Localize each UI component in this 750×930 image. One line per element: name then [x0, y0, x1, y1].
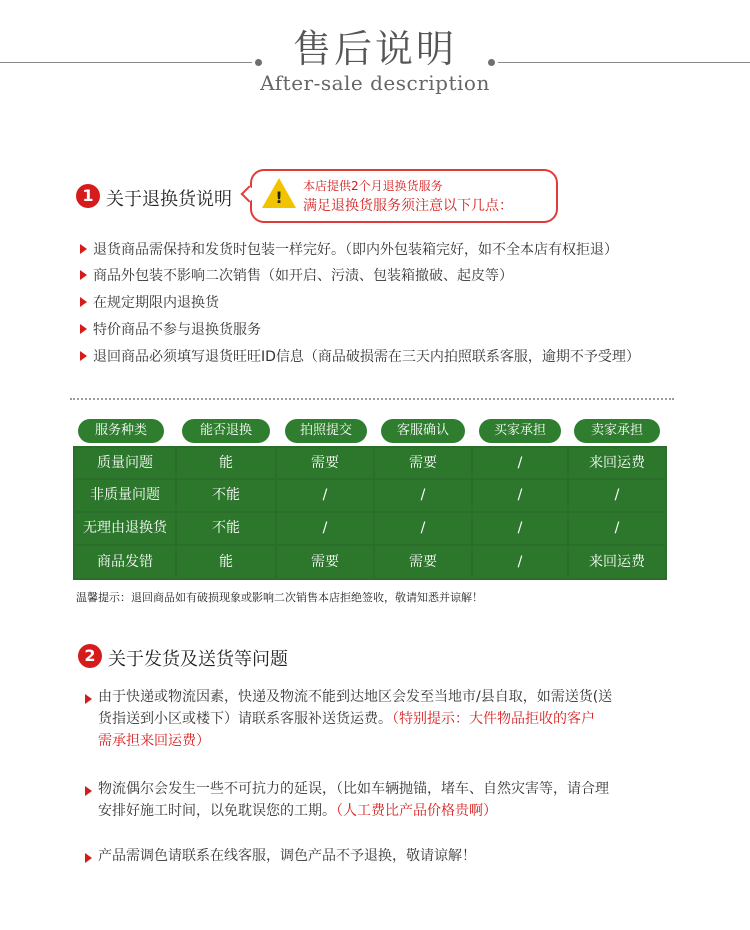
dotted-divider — [70, 398, 674, 400]
table-cell: / — [277, 480, 373, 511]
special-notice: （特别提示：大件物品拒收的客户 — [392, 711, 595, 727]
table-cell: / — [473, 513, 567, 544]
bullet-arrow-icon — [80, 324, 87, 334]
bullet-arrow-icon — [80, 297, 87, 307]
bullet-arrow-icon — [80, 244, 87, 254]
warning-exclamation-icon: ! — [275, 188, 283, 207]
table-cell: 不能 — [177, 513, 275, 544]
table-header-buyer-pays: 买家承担 — [479, 419, 561, 443]
table-cell: / — [473, 480, 567, 511]
bullet-arrow-icon — [85, 694, 92, 704]
table-cell: 能 — [177, 546, 275, 578]
table-cell: / — [473, 448, 567, 478]
table-cell: 不能 — [177, 480, 275, 511]
return-rule-item: 特价商品不参与退换货服务 — [80, 319, 261, 339]
section-2-title: 关于发货及送货等问题 — [108, 649, 288, 670]
table-cell: 来回运费 — [569, 448, 665, 478]
shipping-note-2: 物流偶尔会发生一些不可抗力的延误，（比如车辆抛锚，堵车、自然灾害等，请合理 安排好施工时间，以免耽误您的工期。（人工费比产品价格贵啊） — [98, 778, 678, 822]
labor-cost-note: （人工费比产品价格贵啊） — [336, 803, 497, 819]
table-header-returnable: 能否退换 — [182, 419, 270, 443]
table-cell: 质量问题 — [75, 448, 175, 478]
table-cell: / — [375, 480, 471, 511]
table-cell: 需要 — [375, 546, 471, 578]
bullet-arrow-icon — [85, 786, 92, 796]
return-rule-item: 退回商品必须填写退货旺旺ID信息（商品破损需在三天内拍照联系客服，逾期不予受理） — [80, 346, 640, 366]
bullet-arrow-icon — [80, 270, 87, 280]
table-cell: 商品发错 — [75, 546, 175, 578]
return-rule-item: 在规定期限内退换货 — [80, 292, 219, 312]
table-cell: / — [569, 513, 665, 544]
table-cell: / — [473, 546, 567, 578]
table-header-photo: 拍照提交 — [285, 419, 367, 443]
table-header-service-confirm: 客服确认 — [381, 419, 465, 443]
table-cell: 来回运费 — [569, 546, 665, 578]
table-cell: 需要 — [277, 448, 373, 478]
section-1-number-badge: 1 — [76, 184, 100, 208]
after-sale-table — [73, 446, 667, 580]
table-cell: 需要 — [375, 448, 471, 478]
shipping-note-3: 产品需调色请联系在线客服，调色产品不予退换，敬请谅解！ — [98, 845, 678, 867]
table-cell: 无理由退换货 — [75, 513, 175, 544]
callout-line-2: 满足退换货服务须注意以下几点： — [303, 198, 513, 214]
callout-line-1: 本店提供2个月退换货服务 — [303, 179, 443, 193]
bullet-arrow-icon — [85, 853, 92, 863]
table-cell: 需要 — [277, 546, 373, 578]
table-header-seller-pays: 卖家承担 — [574, 419, 660, 443]
section-2-number-badge: 2 — [78, 644, 102, 668]
table-cell: / — [569, 480, 665, 511]
table-header-service-type: 服务种类 — [78, 419, 164, 443]
table-cell: / — [277, 513, 373, 544]
shipping-note-1: 由于快递或物流因素，快递及物流不能到达地区会发至当地市/县自取，如需送货(送 货指送到小区或楼下）请联系客服补送货运费。（特别提示：大件物品拒收的客户 需承担来回运费） — [98, 686, 678, 752]
section-1-title: 关于退换货说明 — [106, 189, 232, 210]
page-title: 售后说明 — [292, 27, 457, 71]
table-notice: 温馨提示：退回商品如有破损现象或影响二次销售本店拒绝签收，敬请知悉并谅解！ — [76, 591, 483, 604]
table-cell: 非质量问题 — [75, 480, 175, 511]
bullet-arrow-icon — [80, 351, 87, 361]
table-cell: / — [375, 513, 471, 544]
return-rule-item: 商品外包装不影响二次销售（如开启、污渍、包装箱撤破、起皮等） — [80, 265, 513, 285]
page-subtitle: After-sale description — [260, 71, 490, 95]
return-rule-item: 退货商品需保持和发货时包装一样完好。（即内外包装箱完好，如不全本店有权拒退） — [80, 239, 618, 259]
table-cell: 能 — [177, 448, 275, 478]
